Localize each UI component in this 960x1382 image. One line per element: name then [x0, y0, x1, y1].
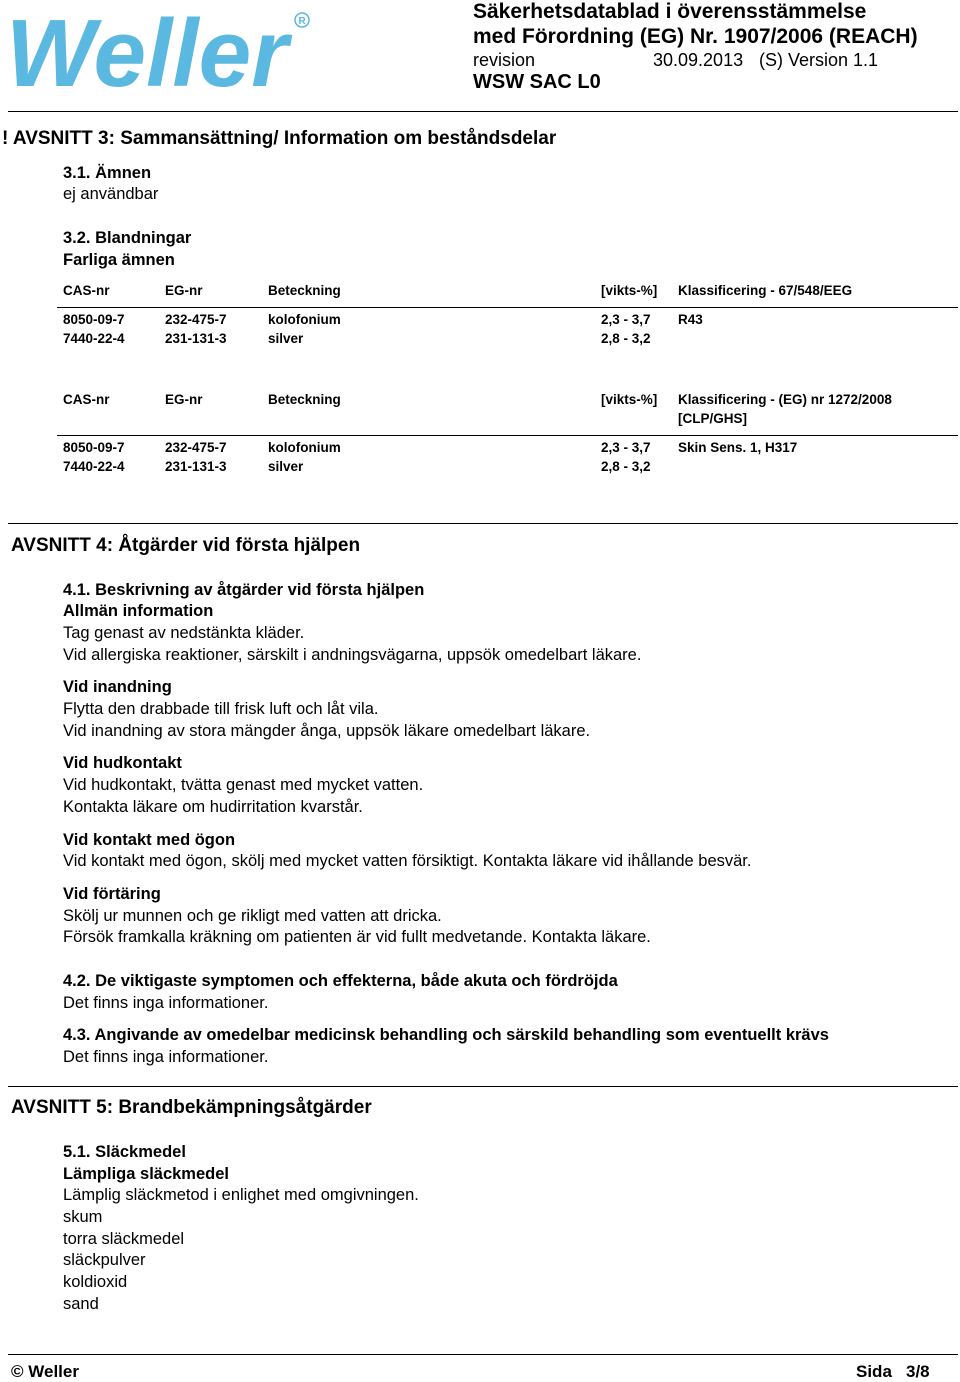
table-rule [57, 435, 958, 436]
ingestion-line: Skölj ur munnen och ge rikligt med vatten att dricka. [63, 907, 442, 925]
table-cell: Skin Sens. 1, H317 [678, 440, 798, 455]
ingestion-line: Försök framkalla kräkning om patienten är vid fullt medvetande. Kontakta läkare. [63, 928, 651, 946]
table-cell: 231-131-3 [165, 459, 227, 474]
table-header: Beteckning [268, 392, 341, 407]
inhalation-title: Vid inandning [63, 678, 172, 696]
subsection-3-2-title: 3.2. Blandningar [63, 229, 192, 247]
inhalation-line: Flytta den drabbade till frisk luft och låt vila. [63, 700, 379, 718]
subsection-4-2-title: 4.2. De viktigaste symptomen och effekterna, både akuta och fördröjda [63, 972, 618, 990]
header-divider [8, 111, 958, 112]
footer-page-number: 3/8 [906, 1362, 930, 1381]
subsection-4-2-text: Det finns inga informationer. [63, 994, 269, 1012]
table-cell: 7440-22-4 [63, 331, 125, 346]
subsection-3-1-title: 3.1. Ämnen [63, 164, 152, 182]
table-header: [CLP/GHS] [678, 411, 747, 426]
general-information-line: Vid allergiska reaktioner, särskilt i andningsvägarna, uppsök omedelbart läkare. [63, 646, 642, 664]
section-5-title: AVSNITT 5: Brandbekämpningsåtgärder [11, 1097, 372, 1118]
logo-wordmark: Weller [6, 2, 293, 94]
table-header: [vikts-%] [601, 392, 658, 407]
table-cell: 8050-09-7 [63, 440, 125, 455]
table-header: Klassificering - 67/548/EEG [678, 283, 853, 298]
general-information-title: Allmän information [63, 602, 214, 620]
subsection-5-1-title: 5.1. Släckmedel [63, 1143, 186, 1161]
table-cell: 231-131-3 [165, 331, 227, 346]
revision-label: revision [473, 50, 536, 70]
document-title-line1: Säkerhetsdatablad i överensstämmelse [473, 0, 867, 23]
hazardous-substances-title: Farliga ämnen [63, 251, 175, 269]
extinguishing-media-item: skum [63, 1208, 103, 1226]
weller-logo [4, 2, 312, 94]
skin-contact-line: Vid hudkontakt, tvätta genast med mycket vatten. [63, 776, 424, 794]
ingestion-title: Vid förtäring [63, 885, 161, 903]
footer-copyright: © Weller [11, 1362, 79, 1381]
svg-text:R: R [298, 16, 306, 27]
section-3-title: ! AVSNITT 3: Sammansättning/ Information om beståndsdelar [2, 128, 557, 149]
inhalation-line: Vid inandning av stora mängder ånga, uppsök läkare omedelbart läkare. [63, 722, 591, 740]
table-header: EG-nr [165, 392, 203, 407]
subsection-4-1-title: 4.1. Beskrivning av åtgärder vid första hjälpen [63, 581, 425, 599]
extinguishing-media-item: torra släckmedel [63, 1230, 185, 1248]
table-cell: 2,8 - 3,2 [601, 331, 651, 346]
table-cell: 2,3 - 3,7 [601, 312, 651, 327]
subsection-3-1-text: ej användbar [63, 185, 159, 203]
table-cell: R43 [678, 312, 703, 327]
skin-contact-title: Vid hudkontakt [63, 754, 182, 772]
eye-contact-line: Vid kontakt med ögon, skölj med mycket vatten försiktigt. Kontakta läkare vid ihållande besvär. [63, 852, 752, 870]
table-header: Beteckning [268, 283, 341, 298]
extinguishing-media-item: koldioxid [63, 1273, 128, 1291]
table-header: CAS-nr [63, 283, 110, 298]
table-header: [vikts-%] [601, 283, 658, 298]
section-4-title: AVSNITT 4: Åtgärder vid första hjälpen [11, 535, 361, 556]
product-name: WSW SAC L0 [473, 71, 601, 93]
table-cell: 232-475-7 [165, 312, 227, 327]
table-cell: 232-475-7 [165, 440, 227, 455]
version-label: (S) Version 1.1 [759, 50, 879, 70]
table-cell: 2,8 - 3,2 [601, 459, 651, 474]
general-information-line: Tag genast av nedstänkta kläder. [63, 624, 305, 642]
table-cell: silver [268, 331, 304, 346]
section-divider [8, 523, 958, 524]
extinguishing-media-line: Lämplig släckmetod i enlighet med omgivningen. [63, 1186, 419, 1204]
table-cell: silver [268, 459, 304, 474]
table-rule [57, 307, 958, 308]
eye-contact-title: Vid kontakt med ögon [63, 831, 236, 849]
table-cell: 7440-22-4 [63, 459, 125, 474]
table-cell: 2,3 - 3,7 [601, 440, 651, 455]
skin-contact-line: Kontakta läkare om hudirritation kvarstår. [63, 798, 363, 816]
footer-divider [8, 1354, 958, 1355]
document-title-line2: med Förordning (EG) Nr. 1907/2006 (REACH) [473, 25, 918, 48]
section-divider [8, 1086, 958, 1087]
subsection-4-3-title: 4.3. Angivande av omedelbar medicinsk behandling och särskild behandling som eventuellt krävs [63, 1026, 829, 1044]
table-header: Klassificering - (EG) nr 1272/2008 [678, 392, 892, 407]
footer-page-label: Sida [856, 1362, 892, 1381]
table-cell: 8050-09-7 [63, 312, 125, 327]
table-cell: kolofonium [268, 440, 341, 455]
subsection-4-3-text: Det finns inga informationer. [63, 1048, 269, 1066]
table-header: EG-nr [165, 283, 203, 298]
suitable-extinguishing-media-title: Lämpliga släckmedel [63, 1165, 229, 1183]
extinguishing-media-item: släckpulver [63, 1251, 146, 1269]
extinguishing-media-item: sand [63, 1295, 99, 1313]
table-cell: kolofonium [268, 312, 341, 327]
table-header: CAS-nr [63, 392, 110, 407]
revision-date: 30.09.2013 [653, 50, 744, 70]
